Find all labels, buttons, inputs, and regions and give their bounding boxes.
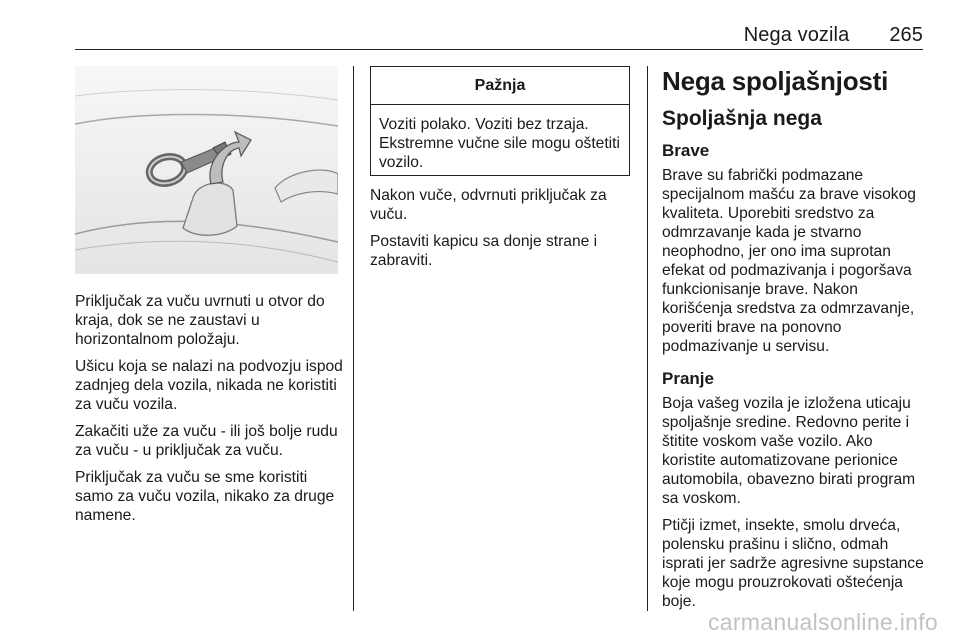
middle-column <box>370 186 632 278</box>
paragraph: Priključak za vuču uvrnuti u otvor do kraja, dok se ne zaustavi u horizontalnom položaju. <box>75 293 325 348</box>
paragraph: Ptičji izmet, insekte, smolu drveća, polensku prašinu i slično, odmah isprati jer sadrže agresivne supstance koje mogu prouzrokovati oštećenja boje. <box>662 517 924 610</box>
caution-text: Voziti polako. Voziti bez trzaja. Ekstremne vučne sile mogu oštetiti vozilo. <box>379 116 620 171</box>
paragraph: Zakačiti uže za vuču - ili još bolje rudu za vuču - u priključak za vuču. <box>75 423 338 459</box>
caution-title: Pažnja <box>371 67 629 105</box>
section-title-locks: Brave <box>662 141 710 160</box>
section-title-washing: Pranje <box>662 369 714 388</box>
towing-eye-svg <box>75 66 338 274</box>
paragraph: Nakon vuče, odvrnuti priključak za vuču. <box>370 187 607 223</box>
page-header <box>744 24 923 47</box>
section-title: Nega vozila <box>743 24 850 46</box>
paragraph: Boja vašeg vozila je izložena uticaju spoljašnje sredine. Redovno perite i štitite voskom vaše vozilo. Ako koristite automatizovane perionice automobila, obavezno birati program sa voskom. <box>662 395 916 507</box>
left-column <box>75 292 343 533</box>
caution-box <box>370 66 630 176</box>
sub-heading: Spoljašnja nega <box>662 107 822 130</box>
header-rule <box>75 49 923 50</box>
watermark: carmanualsonline.info <box>707 609 938 635</box>
right-column <box>662 66 928 619</box>
column-divider-1 <box>353 66 354 611</box>
paragraph: Priključak za vuču se sme koristiti samo za vuču vozila, nikako za druge namene. <box>75 469 335 524</box>
paragraph: Ušicu koja se nalazi na podvozju ispod zadnjeg dela vozila, nikada ne koristiti za vuču vozila. <box>75 358 343 413</box>
towing-eye-illustration <box>75 66 338 274</box>
paragraph: Brave su fabrički podmazane specijalnom mašću za brave visokog kvaliteta. Uporebiti sredstvo za odmrzavanje kada je stvarno neophodno, jer ono ima suprotan efekat od podmazivanja i pogoršava funkcionisanje brave. Nakon korišćenja sredstva za odmrzavanje, poveriti brave na ponovno podmazivanje u servisu. <box>662 167 916 355</box>
page-number: 265 <box>889 24 923 46</box>
main-heading: Nega spoljašnjosti <box>662 66 889 96</box>
column-divider-2 <box>647 66 648 611</box>
paragraph: Postaviti kapicu sa donje strane i zabraviti. <box>370 233 598 269</box>
